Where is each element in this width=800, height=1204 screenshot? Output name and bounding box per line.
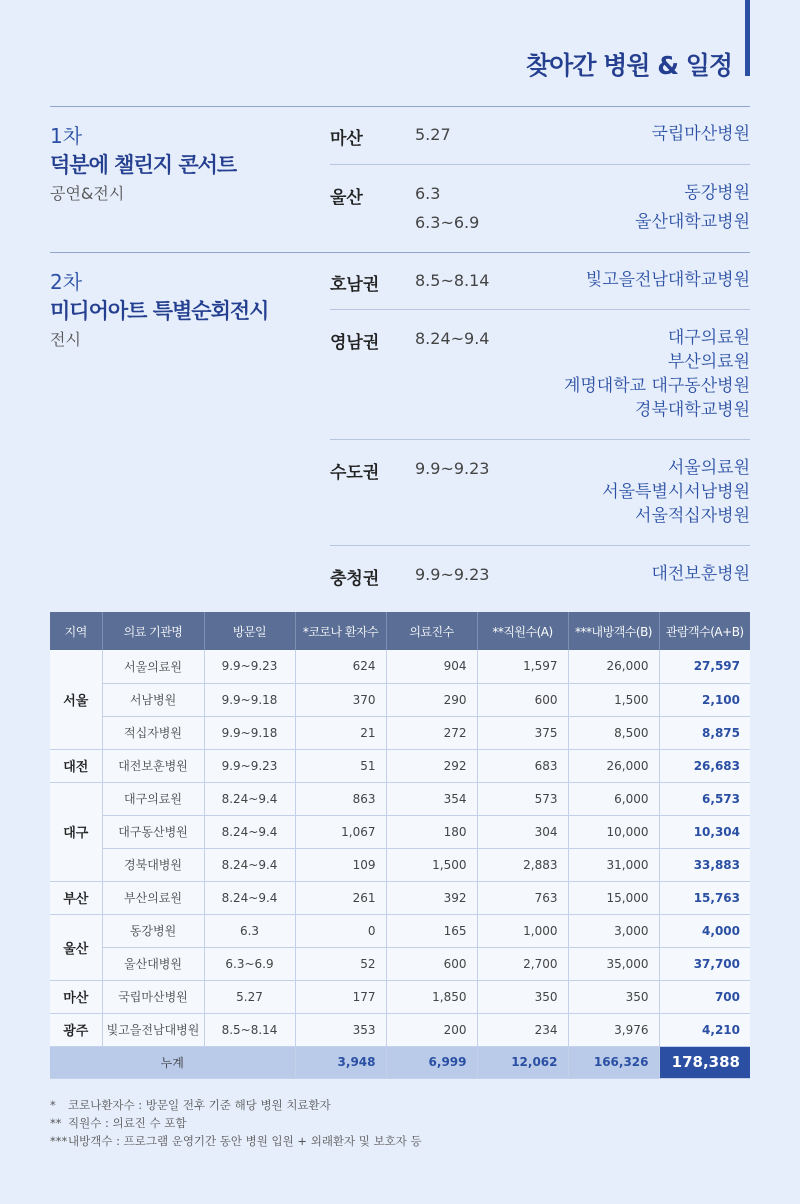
audience-cell: 6,573: [659, 782, 750, 815]
schedule-region: 충청권: [330, 569, 380, 589]
patients-cell: 109: [295, 848, 386, 881]
table-row: [50, 914, 750, 947]
visitors-cell: 26,000: [568, 749, 659, 782]
hospital-cell: 대구의료원: [102, 782, 204, 815]
audience-cell: 10,304: [659, 815, 750, 848]
table-row: [50, 749, 750, 782]
audience-cell: 27,597: [659, 650, 750, 683]
patients-cell: 52: [295, 947, 386, 980]
hospital-name: 경북대학교병원: [635, 400, 750, 420]
footnote-mark: **: [50, 1116, 62, 1130]
patients-cell: 261: [295, 881, 386, 914]
column-header: 관람객수(A+B): [659, 612, 750, 650]
date-cell: 8.24~9.4: [204, 815, 295, 848]
section-divider: [50, 252, 750, 253]
employees-cell: 600: [477, 683, 568, 716]
audience-cell: 2,100: [659, 683, 750, 716]
visitors-cell: 3,000: [568, 914, 659, 947]
region-cell: 대구: [50, 782, 102, 881]
column-header: 방문일: [204, 612, 295, 650]
table-row: [50, 881, 750, 914]
hospital-cell: 적십자병원: [102, 716, 204, 749]
employees-cell: 683: [477, 749, 568, 782]
page-title: 찾아간 병원 & 일정: [526, 51, 732, 80]
footnote: [50, 1114, 422, 1132]
medical-staff-cell: 392: [386, 881, 477, 914]
employees-cell: 1,000: [477, 914, 568, 947]
medical-staff-cell: 180: [386, 815, 477, 848]
hospital-name: 동강병원: [684, 183, 750, 203]
audience-cell: 4,000: [659, 914, 750, 947]
hospital-cell: 대구동산병원: [102, 815, 204, 848]
date-cell: 9.9~9.18: [204, 683, 295, 716]
schedule-region: 호남권: [330, 275, 380, 295]
patients-cell: 353: [295, 1013, 386, 1046]
medical-staff-cell: 200: [386, 1013, 477, 1046]
schedule-date: 5.27: [415, 125, 451, 144]
table-row: [50, 683, 750, 716]
hospital-name: 서울특별시서남병원: [602, 482, 750, 502]
row-divider: [330, 164, 750, 165]
footnote-text: 직원수 : 의료진 수 포함: [68, 1116, 187, 1130]
total-patients: 3,948: [295, 1046, 386, 1078]
employees-cell: 1,597: [477, 650, 568, 683]
column-header: **직원수(A): [477, 612, 568, 650]
region-cell: 부산: [50, 881, 102, 914]
patients-cell: 0: [295, 914, 386, 947]
employees-cell: 234: [477, 1013, 568, 1046]
phase-type: 공연&전시: [50, 184, 125, 203]
footnote-mark: *: [50, 1098, 56, 1112]
column-header: 지역: [50, 612, 102, 650]
date-cell: 8.24~9.4: [204, 881, 295, 914]
table-row: [50, 782, 750, 815]
medical-staff-cell: 1,500: [386, 848, 477, 881]
schedule-date: 9.9~9.23: [415, 459, 490, 478]
audience-cell: 700: [659, 980, 750, 1013]
region-cell: 울산: [50, 914, 102, 980]
hospital-name: 대전보훈병원: [651, 564, 750, 584]
audience-cell: 8,875: [659, 716, 750, 749]
medical-staff-cell: 165: [386, 914, 477, 947]
schedule-date: 6.3~6.9: [415, 213, 480, 232]
row-divider: [330, 439, 750, 440]
table-header-row: [50, 612, 750, 650]
visitors-cell: 6,000: [568, 782, 659, 815]
visitors-cell: 8,500: [568, 716, 659, 749]
visitors-cell: 31,000: [568, 848, 659, 881]
visitors-cell: 26,000: [568, 650, 659, 683]
title-accent-bar: [745, 0, 750, 76]
table-row: [50, 716, 750, 749]
medical-staff-cell: 354: [386, 782, 477, 815]
region-cell: 광주: [50, 1013, 102, 1046]
visitors-cell: 350: [568, 980, 659, 1013]
audience-cell: 15,763: [659, 881, 750, 914]
phase-name: 미디어아트 특별순회전시: [50, 299, 269, 323]
hospital-cell: 울산대병원: [102, 947, 204, 980]
medical-staff-cell: 904: [386, 650, 477, 683]
total-visitors: 166,326: [568, 1046, 659, 1078]
hospital-name: 부산의료원: [667, 352, 750, 372]
hospital-cell: 서울의료원: [102, 650, 204, 683]
schedule-region: 수도권: [330, 463, 380, 483]
schedule-hospitals: [602, 456, 750, 528]
schedule-date: 8.24~9.4: [415, 329, 490, 348]
schedule-region: 마산: [330, 129, 363, 149]
audience-cell: 4,210: [659, 1013, 750, 1046]
footnote-text: 내방객수 : 프로그램 운영기간 동안 병원 입원 + 외래환자 및 보호자 등: [68, 1134, 422, 1148]
employees-cell: 375: [477, 716, 568, 749]
employees-cell: 2,883: [477, 848, 568, 881]
phase-name: 덕분에 챌린지 콘서트: [50, 153, 237, 177]
patients-cell: 370: [295, 683, 386, 716]
schedule-date: 6.3: [415, 184, 441, 203]
hospital-cell: 빛고을전남대병원: [102, 1013, 204, 1046]
patients-cell: 624: [295, 650, 386, 683]
hospital-name: 빛고을전남대학교병원: [585, 270, 750, 290]
schedule-date: 8.5~8.14: [415, 271, 490, 290]
date-cell: 5.27: [204, 980, 295, 1013]
table-row: [50, 947, 750, 980]
patients-cell: 51: [295, 749, 386, 782]
schedule-region: 울산: [330, 188, 363, 208]
patients-cell: 863: [295, 782, 386, 815]
schedule-date: 9.9~9.23: [415, 565, 490, 584]
footnote: [50, 1096, 422, 1114]
total-medical-staff: 6,999: [386, 1046, 477, 1078]
hospital-cell: 동강병원: [102, 914, 204, 947]
employees-cell: 350: [477, 980, 568, 1013]
hospital-name: 울산대학교병원: [635, 212, 750, 232]
total-audience: 178,388: [659, 1046, 750, 1078]
audience-cell: 33,883: [659, 848, 750, 881]
column-header: ***내방객수(B): [568, 612, 659, 650]
medical-staff-cell: 272: [386, 716, 477, 749]
date-cell: 9.9~9.18: [204, 716, 295, 749]
schedule-hospitals: [564, 326, 750, 422]
footnote-mark: ***: [50, 1134, 68, 1148]
medical-staff-cell: 600: [386, 947, 477, 980]
column-header: 의료진수: [386, 612, 477, 650]
employees-cell: 763: [477, 881, 568, 914]
table-total-row: [50, 1046, 750, 1078]
audience-cell: 37,700: [659, 947, 750, 980]
date-cell: 6.3~6.9: [204, 947, 295, 980]
table-row: [50, 815, 750, 848]
footnotes: [50, 1096, 422, 1150]
phase-2: [50, 268, 268, 352]
phase-number: 1차: [50, 124, 83, 148]
audience-cell: 26,683: [659, 749, 750, 782]
visitors-cell: 15,000: [568, 881, 659, 914]
region-cell: 마산: [50, 980, 102, 1013]
employees-cell: 573: [477, 782, 568, 815]
hospital-cell: 경북대병원: [102, 848, 204, 881]
patients-cell: 177: [295, 980, 386, 1013]
employees-cell: 304: [477, 815, 568, 848]
hospital-cell: 대전보훈병원: [102, 749, 204, 782]
column-header: *코로나 환자수: [295, 612, 386, 650]
schedule-hospitals: [651, 562, 750, 586]
total-label: 누계: [50, 1046, 295, 1078]
region-cell: 서울: [50, 650, 102, 749]
visitors-cell: 35,000: [568, 947, 659, 980]
phase-type: 전시: [50, 330, 81, 349]
row-divider: [330, 309, 750, 310]
footnote-text: 코로나환자수 : 방문일 전후 기준 해당 병원 치료환자: [68, 1098, 331, 1112]
employees-cell: 2,700: [477, 947, 568, 980]
section-divider: [50, 106, 750, 107]
hospital-cell: 부산의료원: [102, 881, 204, 914]
hospital-name: 계명대학교 대구동산병원: [563, 376, 750, 396]
medical-staff-cell: 1,850: [386, 980, 477, 1013]
table-row: [50, 848, 750, 881]
schedule-hospitals: [635, 181, 750, 234]
patients-cell: 1,067: [295, 815, 386, 848]
column-header: 의료 기관명: [102, 612, 204, 650]
medical-staff-cell: 292: [386, 749, 477, 782]
date-cell: 9.9~9.23: [204, 650, 295, 683]
patients-cell: 21: [295, 716, 386, 749]
table-row: [50, 980, 750, 1013]
date-cell: 6.3: [204, 914, 295, 947]
hospital-cell: 국립마산병원: [102, 980, 204, 1013]
schedule-hospitals: [586, 268, 750, 292]
total-employees: 12,062: [477, 1046, 568, 1078]
schedule-hospitals: [651, 122, 750, 146]
hospital-name: 서울의료원: [667, 458, 750, 478]
hospital-cell: 서남병원: [102, 683, 204, 716]
hospital-name: 국립마산병원: [651, 124, 750, 144]
date-cell: 9.9~9.23: [204, 749, 295, 782]
region-cell: 대전: [50, 749, 102, 782]
date-cell: 8.24~9.4: [204, 782, 295, 815]
row-divider: [330, 545, 750, 546]
footnote: [50, 1132, 422, 1150]
phase-number: 2차: [50, 270, 83, 294]
visitors-cell: 3,976: [568, 1013, 659, 1046]
phase-1: [50, 122, 236, 206]
table-row: [50, 650, 750, 683]
medical-staff-cell: 290: [386, 683, 477, 716]
date-cell: 8.5~8.14: [204, 1013, 295, 1046]
statistics-table: [50, 612, 750, 1079]
visitors-cell: 10,000: [568, 815, 659, 848]
schedule-region: 영남권: [330, 333, 380, 353]
date-cell: 8.24~9.4: [204, 848, 295, 881]
table-row: [50, 1013, 750, 1046]
hospital-name: 대구의료원: [667, 328, 750, 348]
hospital-name: 서울적십자병원: [635, 506, 750, 526]
visitors-cell: 1,500: [568, 683, 659, 716]
